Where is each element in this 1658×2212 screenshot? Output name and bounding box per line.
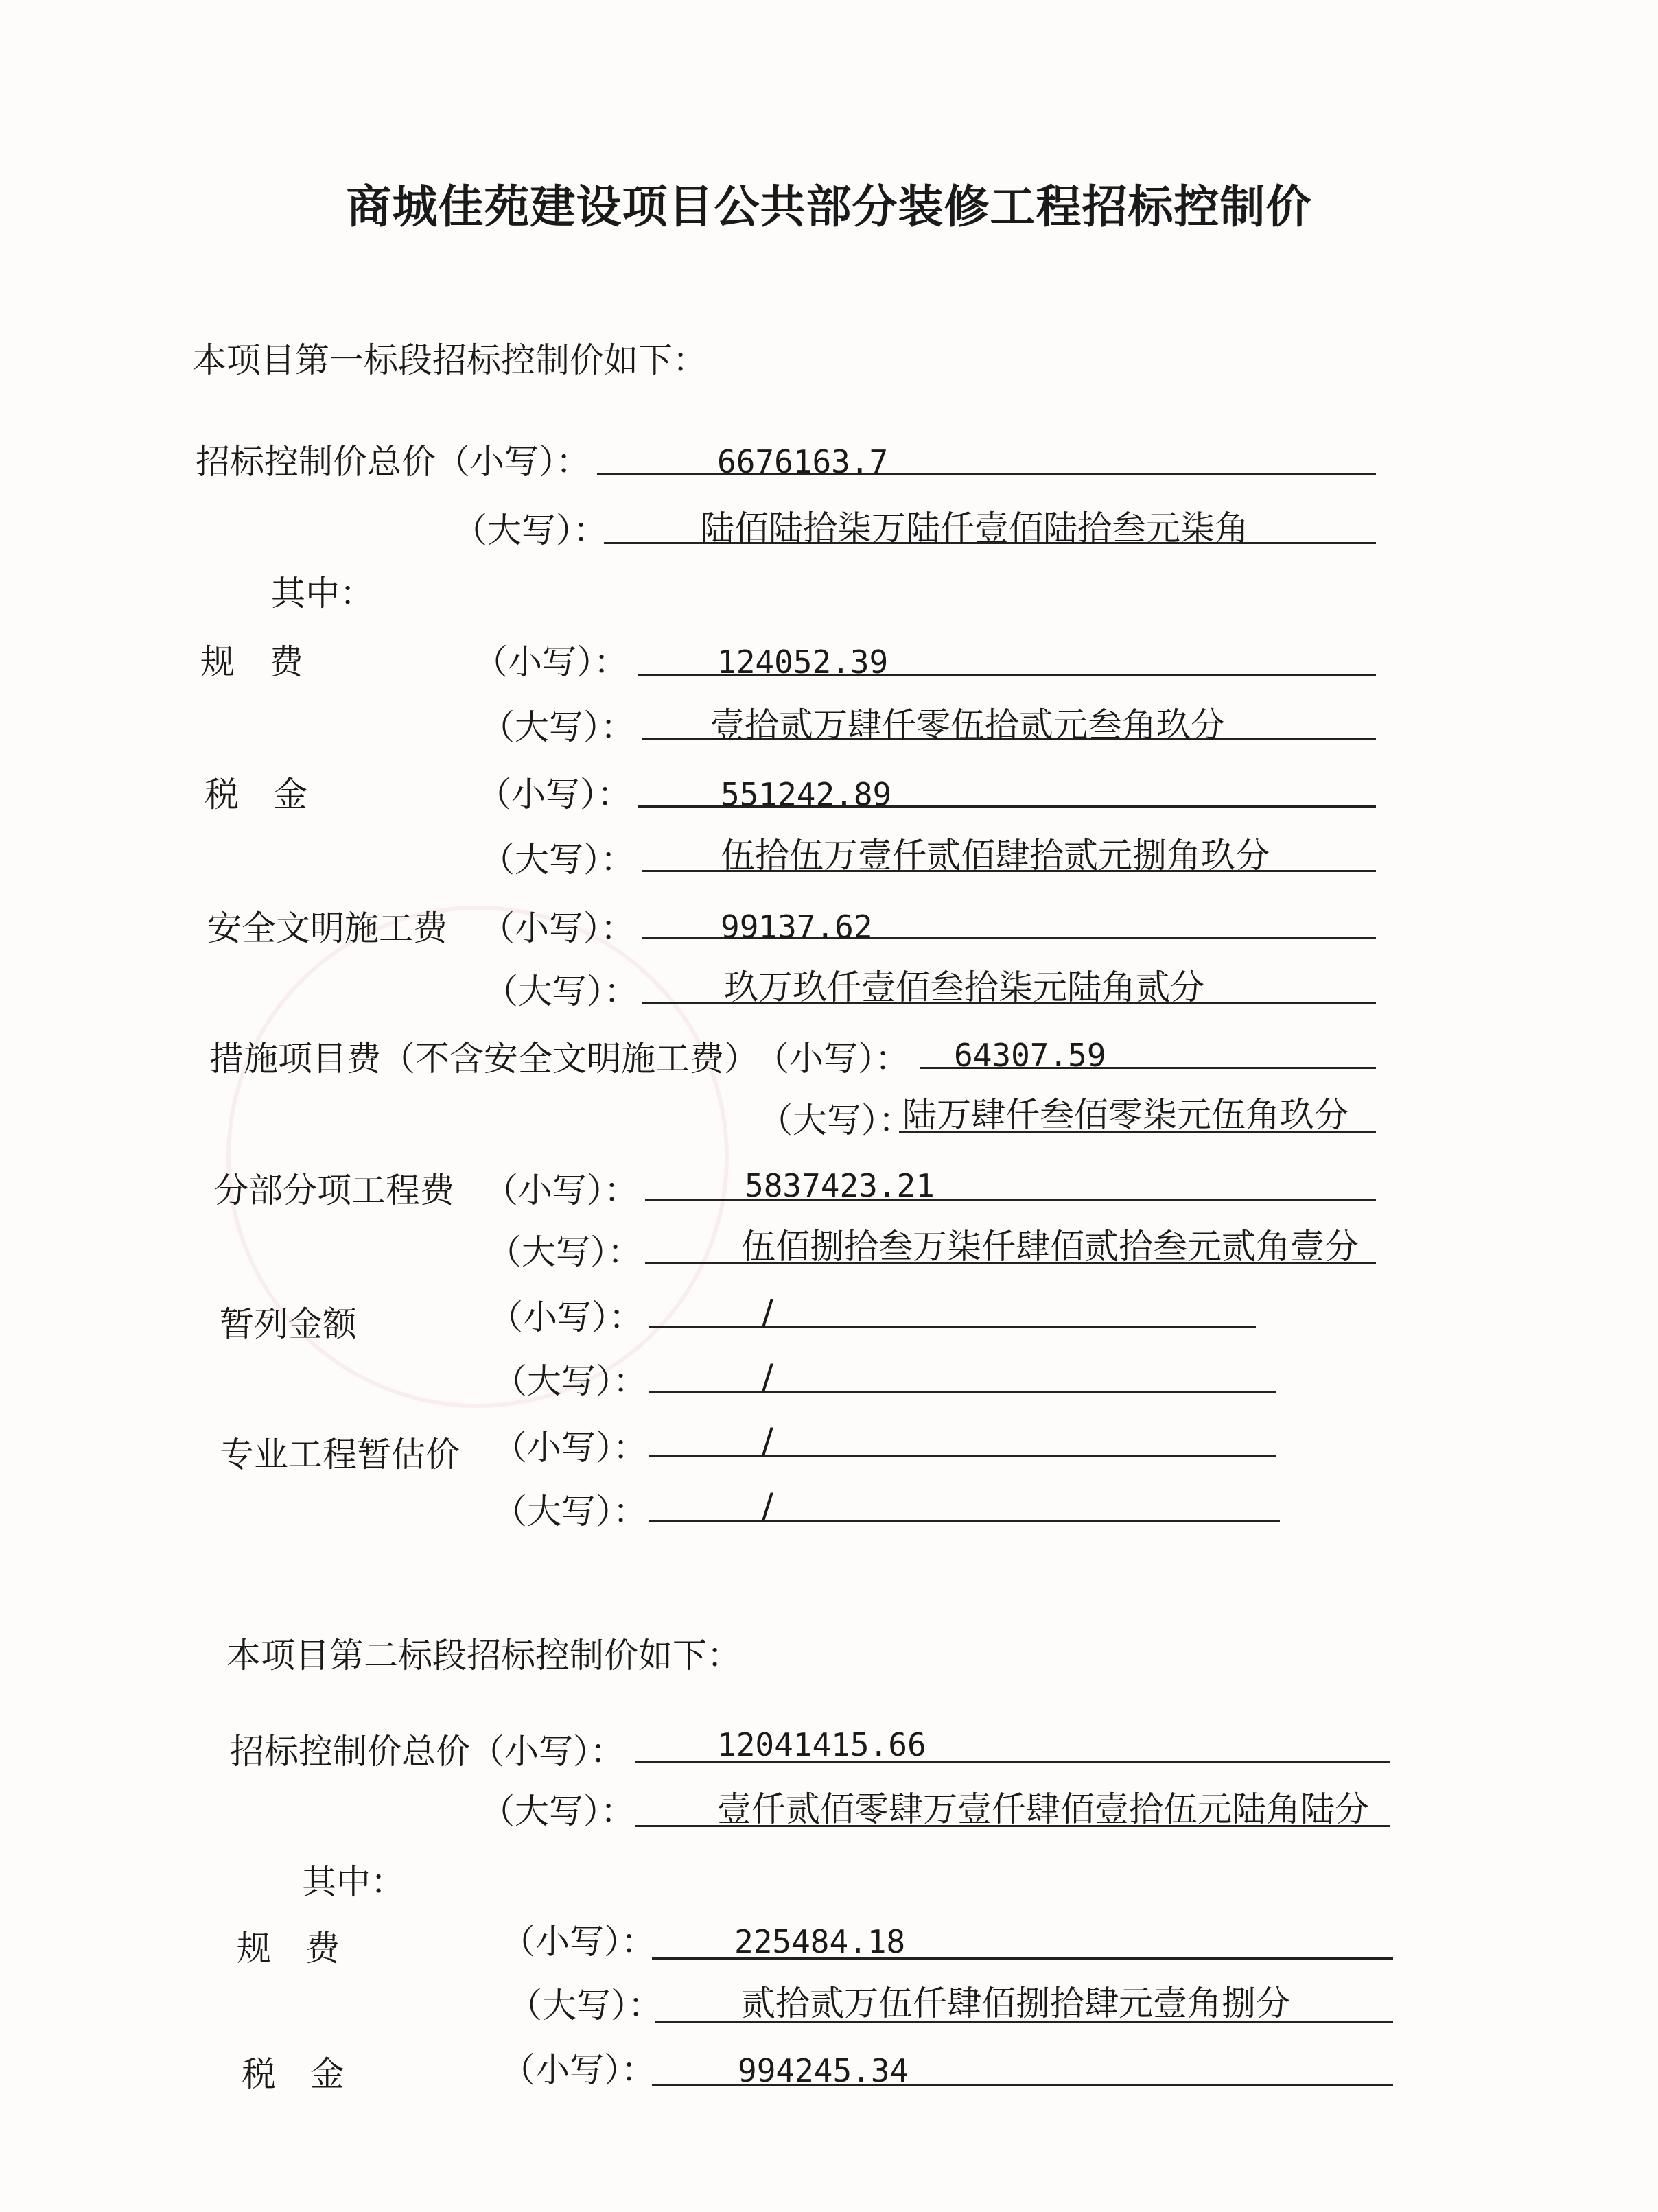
s1-item-big-label: （大写）： — [493, 1361, 647, 1401]
s1-item-name: 安全文明施工费 — [207, 908, 447, 948]
s2-item-small-label: （小写）： — [501, 2050, 655, 2090]
s1-item-big-value: 伍拾伍万壹仟贰佰肆拾贰元捌角玖分 — [721, 836, 1270, 875]
s1-item-name: 措施项目费（不含安全文明施工费） — [209, 1039, 758, 1079]
s1-item-big-label: （大写）： — [493, 1492, 647, 1531]
s1-item-big-value: / — [762, 1357, 773, 1397]
section1-intro: 本项目第一标段招标控制价如下： — [192, 340, 707, 380]
s1-item-small-label: （小写）： — [480, 908, 635, 948]
s2-of-which: 其中： — [302, 1862, 405, 1902]
s1-item-name: 税 金 — [205, 775, 307, 814]
s1-total-big-value: 陆佰陆拾柒万陆仟壹佰陆拾叁元柒角 — [700, 508, 1249, 548]
s1-item-big-label: （大写）： — [484, 972, 638, 1011]
s2-total-label: 招标控制价总价（小写）： — [230, 1732, 624, 1772]
s1-of-which: 其中： — [271, 574, 374, 613]
s2-total-big-value: 壹仟贰佰零肆万壹仟肆佰壹拾伍元陆角陆分 — [717, 1789, 1369, 1829]
s1-item-big-value: 陆万肆仟叁佰零柒元伍角玖分 — [902, 1095, 1348, 1135]
s1-item-big-line — [649, 1391, 1276, 1393]
s2-total-big-label: （大写）： — [480, 1791, 635, 1831]
s1-item-small-label: （小写）： — [484, 1170, 638, 1210]
s2-item-name: 税 金 — [242, 2054, 345, 2094]
s1-item-small-value: / — [762, 1293, 773, 1332]
s1-item-small-line — [649, 1326, 1256, 1328]
s1-total-small-line — [597, 473, 1376, 475]
s1-item-small-line — [649, 1455, 1276, 1457]
s2-item-small-value: 994245.34 — [738, 2052, 909, 2089]
s1-item-small-value: 5837423.21 — [745, 1167, 935, 1204]
s1-item-name: 专业工程暂估价 — [220, 1435, 460, 1474]
s1-item-small-label: （小写）： — [755, 1039, 909, 1079]
s1-item-name: 规 费 — [200, 642, 303, 682]
s1-item-big-label: （大写）： — [480, 840, 635, 880]
s1-item-big-label: （大写）： — [487, 1232, 642, 1272]
s1-item-name: 分部分项工程费 — [214, 1170, 454, 1210]
s2-item-big-label: （大写）： — [508, 1986, 662, 2025]
s1-item-small-value: 64307.59 — [954, 1037, 1106, 1074]
s1-item-small-value: 551242.89 — [721, 776, 892, 813]
s1-total-label: 招标控制价总价（小写）： — [196, 442, 590, 482]
s2-item-small-value: 225484.18 — [734, 1923, 906, 1960]
s1-item-small-label: （小写）： — [493, 1428, 647, 1468]
s1-item-small-value: 124052.39 — [717, 644, 889, 681]
s1-item-small-value: / — [762, 1421, 773, 1461]
s1-item-name: 暂列金额 — [220, 1304, 357, 1344]
s1-total-small-value: 6676163.7 — [717, 443, 889, 480]
s1-total-big-label: （大写）： — [453, 510, 607, 550]
page-title: 商城佳苑建设项目公共部分装修工程招标控制价 — [346, 180, 1312, 233]
s2-total-small-value: 12041415.66 — [717, 1726, 926, 1763]
s1-item-small-label: （小写）： — [474, 642, 628, 682]
section2-intro: 本项目第二标段招标控制价如下： — [226, 1636, 741, 1675]
s1-item-big-value: 壹拾贰万肆仟零伍拾贰元叁角玖分 — [710, 705, 1225, 745]
s2-item-small-label: （小写）： — [501, 1922, 655, 1962]
s1-item-small-label: （小写）： — [477, 775, 631, 814]
s2-item-name: 规 费 — [237, 1929, 340, 1968]
s1-item-small-label: （小写）： — [489, 1297, 643, 1337]
s1-item-big-value: / — [762, 1486, 773, 1526]
s2-item-big-value: 贰拾贰万伍仟肆佰捌拾肆元壹角捌分 — [741, 1984, 1290, 2023]
s1-item-small-value: 99137.62 — [721, 908, 873, 945]
s1-item-big-label: （大写）： — [480, 707, 635, 747]
s1-item-big-value: 玖万玖仟壹佰叁拾柒元陆角贰分 — [724, 967, 1204, 1007]
s1-item-big-label: （大写）： — [758, 1101, 913, 1140]
s1-item-big-value: 伍佰捌拾叁万柒仟肆佰贰拾叁元贰角壹分 — [741, 1227, 1359, 1267]
s1-item-big-line — [649, 1520, 1280, 1522]
